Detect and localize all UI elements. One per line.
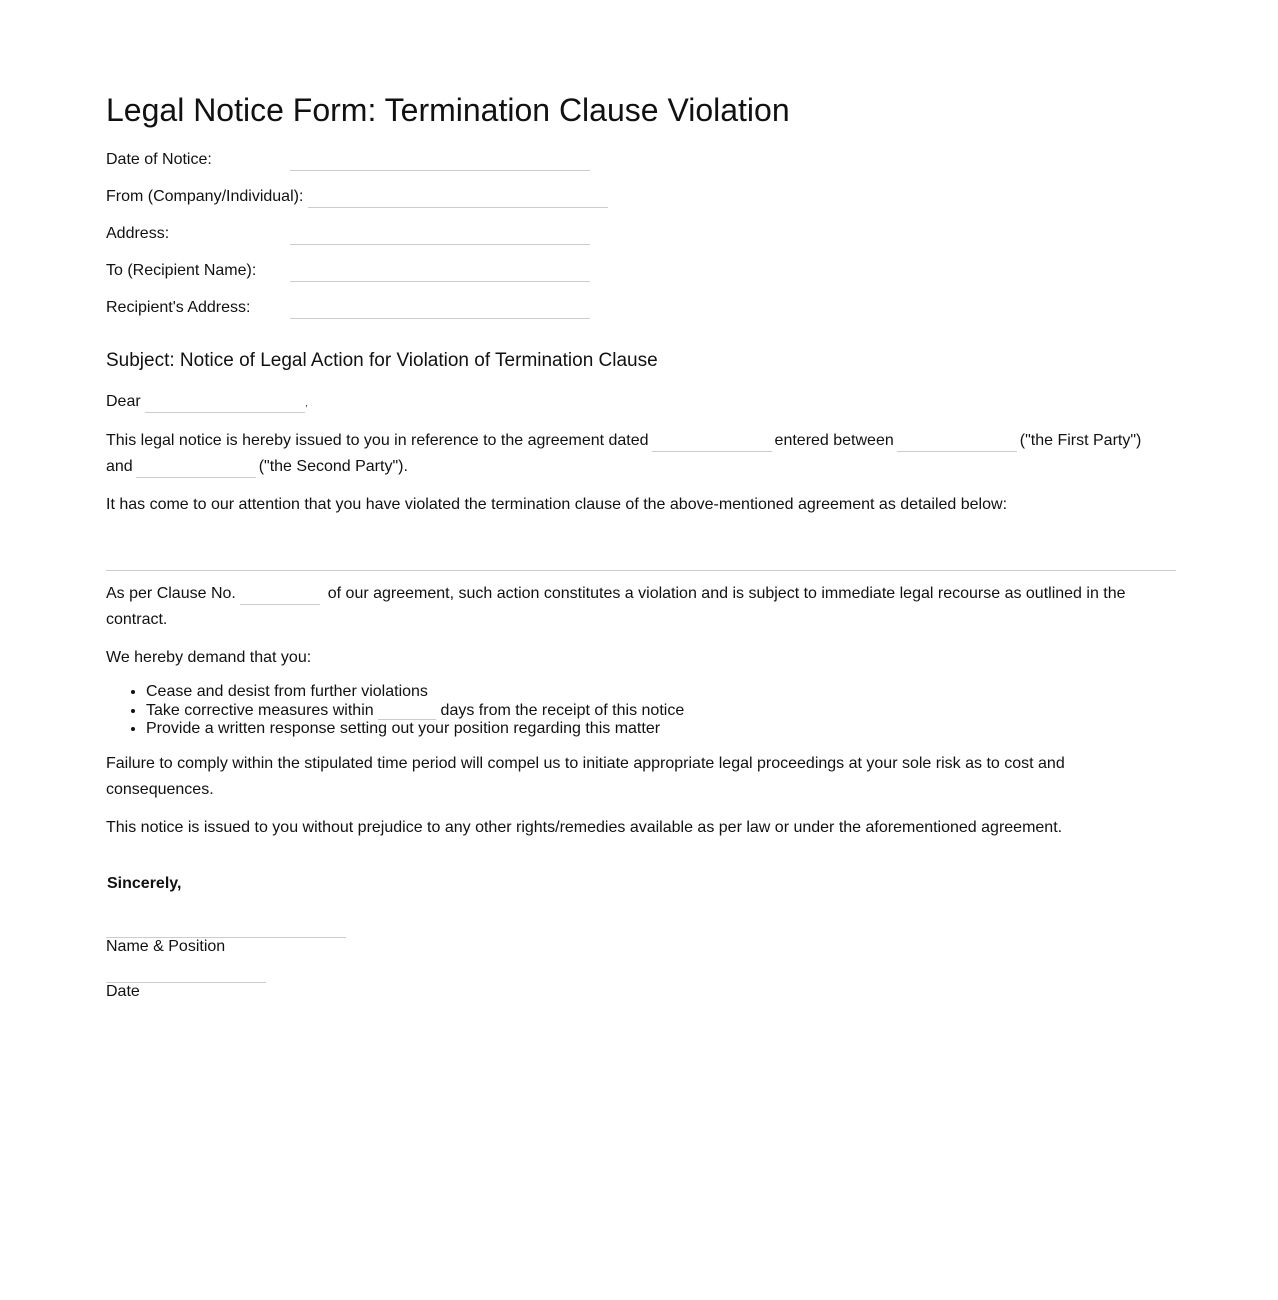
text: This legal notice is hereby issued to you in reference to the agreement dated [106,432,649,449]
name-position-label: Name & Position [106,937,226,955]
date-label: Date [106,982,140,1000]
paragraph-clause [106,581,1172,633]
from-row [106,185,1172,222]
comma-text: , [305,398,308,408]
text: days from the receipt of this notice [440,701,685,719]
paragraph-attention: It has come to our attention that you have violated the termination clause of the above-mentioned agreement as detailed below: [106,496,1008,513]
paragraph-failure: Failure to comply within the stipulated time period will compel us to initiate appropriate legal proceedings at your sole risk as to cost and consequences. [106,754,1065,798]
second-party-input[interactable] [136,457,256,478]
list-item [146,702,1172,721]
recipient-address-row [106,296,1172,333]
demand-list [106,683,1172,739]
dear-name-input[interactable] [145,392,305,413]
page-title: Legal Notice Form: Termination Clause Violation [106,92,790,128]
text: of our agreement, such action constitutes a violation and is subject to immediate legal recourse as outlined in the contract. [106,585,1126,628]
paragraph-agreement [106,428,1172,480]
text: entered between [774,432,894,449]
clause-number-input[interactable] [240,584,320,605]
agreement-date-input[interactable] [652,431,772,452]
text: ("the Second Party"). [258,458,408,475]
address-input[interactable] [290,224,590,245]
salutation [106,389,1172,416]
text: ("the First Party") and [106,432,1142,475]
text: Take corrective measures within [146,701,374,719]
subject-heading: Subject: Notice of Legal Action for Violation of Termination Clause [106,350,658,371]
address-label: Address: [106,225,170,242]
from-label: From (Company/Individual): [106,188,304,205]
recipient-name-input[interactable] [290,261,590,282]
address-row [106,222,1172,259]
from-input[interactable] [308,187,608,208]
to-label: To (Recipient Name): [106,262,257,279]
paragraph-prejudice: This notice is issued to you without prejudice to any other rights/remedies available as per law or under the aforementioned agreement. [106,818,1063,836]
dear-text: Dear [106,393,141,410]
days-input[interactable] [378,703,436,720]
date-row [106,148,1172,185]
legal-notice-form [106,86,1172,1001]
sincerely-text: Sincerely, [107,874,182,892]
recipient-address-label: Recipient's Address: [106,299,251,316]
violation-details-textarea[interactable] [106,520,1176,571]
list-item: • Provide a written response setting out your position regarding this matter [146,720,1172,739]
date-label: Date of Notice: [106,151,212,168]
text: As per Clause No. [106,585,236,602]
recipient-address-input[interactable] [290,298,590,319]
paragraph-demand: We hereby demand that you: [106,649,312,666]
list-item: • Cease and desist from further violations [146,683,1172,702]
to-row [106,259,1172,296]
first-party-input[interactable] [897,431,1017,452]
date-of-notice-input[interactable] [290,150,590,171]
